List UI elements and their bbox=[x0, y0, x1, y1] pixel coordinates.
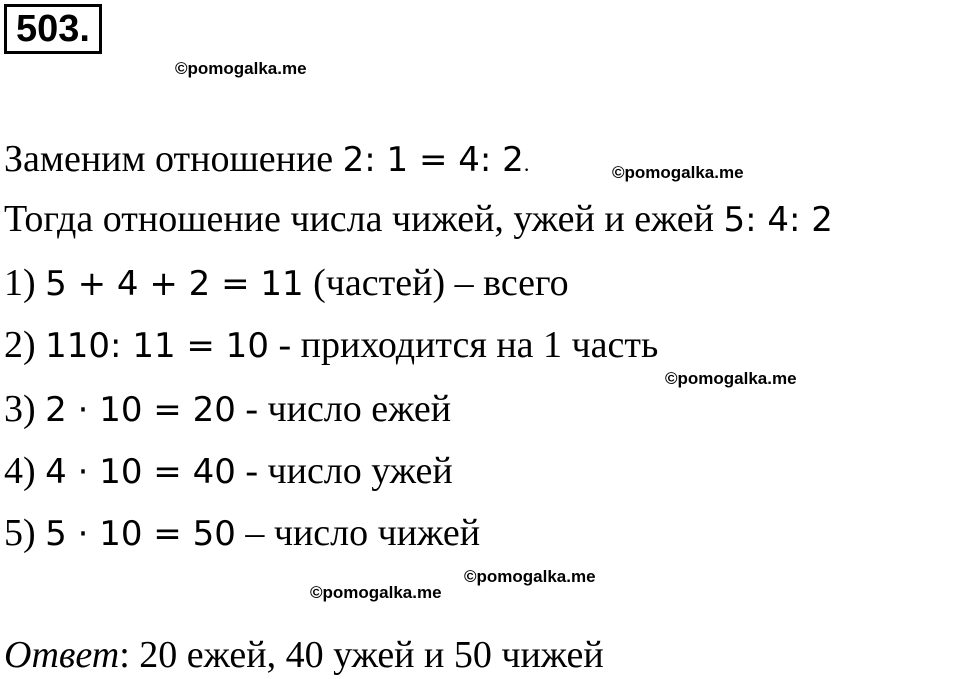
step-4-prefix: 4) bbox=[4, 450, 46, 492]
line-1-math: 2: 1 = 4: 2 bbox=[342, 140, 524, 180]
step-3-prefix: 3) bbox=[4, 388, 46, 430]
solution-step-2 bbox=[4, 326, 658, 364]
watermark: ©pomogalka.me bbox=[310, 583, 442, 602]
solution-step-4 bbox=[4, 452, 453, 490]
step-4-math: 4 · 10 = 40 bbox=[45, 452, 236, 492]
answer-line bbox=[4, 636, 604, 674]
line-2-text: Тогда отношение числа чижей, ужей и ежей bbox=[4, 198, 724, 240]
step-4-text: - число ужей bbox=[235, 450, 453, 492]
solution-step-5 bbox=[4, 514, 480, 552]
step-5-text: – число чижей bbox=[235, 512, 481, 554]
solution-line-1 bbox=[4, 140, 529, 178]
watermark: ©pomogalka.me bbox=[612, 163, 744, 182]
step-2-text: - приходится на 1 часть bbox=[268, 324, 659, 366]
step-5-prefix: 5) bbox=[4, 512, 46, 554]
step-3-text: - число ежей bbox=[235, 388, 452, 430]
line-2-math: 5: 4: 2 bbox=[723, 200, 833, 240]
problem-number: 503. bbox=[16, 8, 90, 50]
step-5-math: 5 · 10 = 50 bbox=[45, 514, 236, 554]
answer-text: : 20 ежей, 40 ужей и 50 чижей bbox=[119, 634, 604, 676]
solution-step-1 bbox=[4, 264, 569, 302]
step-3-math: 2 · 10 = 20 bbox=[45, 390, 236, 430]
watermark: ©pomogalka.me bbox=[175, 59, 307, 78]
line-1-text-after: . bbox=[523, 151, 530, 176]
solution-line-2 bbox=[4, 200, 833, 238]
line-1-text-before: Заменим отношение bbox=[4, 138, 343, 180]
watermark: ©pomogalka.me bbox=[464, 567, 596, 586]
answer-label: Ответ bbox=[4, 634, 120, 676]
step-1-math: 5 + 4 + 2 = 11 bbox=[45, 264, 304, 304]
step-2-prefix: 2) bbox=[4, 324, 46, 366]
watermark: ©pomogalka.me bbox=[665, 369, 797, 388]
problem-number-box bbox=[4, 4, 102, 54]
step-1-text: (частей) – всего bbox=[303, 262, 569, 304]
step-1-prefix: 1) bbox=[4, 262, 46, 304]
solution-step-3 bbox=[4, 390, 451, 428]
step-2-math: 110: 11 = 10 bbox=[45, 326, 269, 366]
